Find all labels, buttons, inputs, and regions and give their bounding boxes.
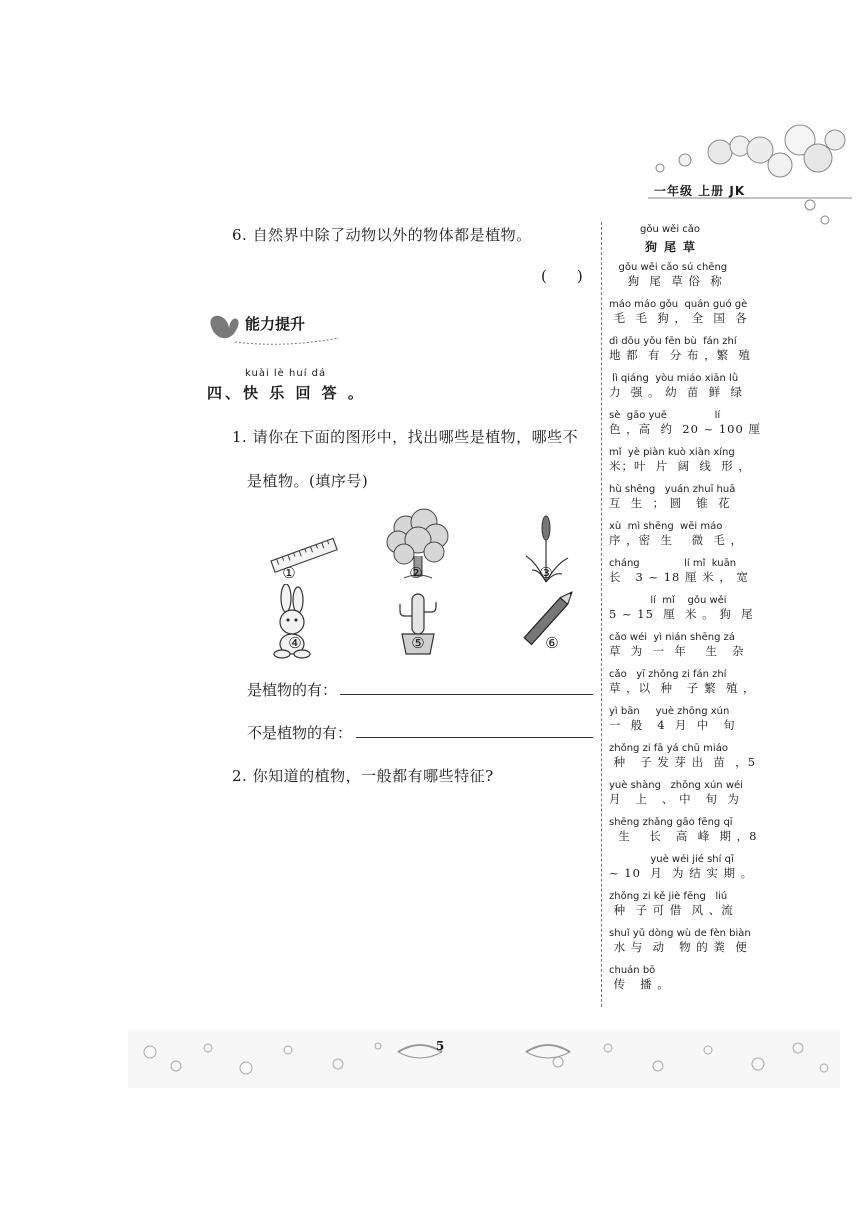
nonplants-answer-label: 不是植物的有： (247, 724, 353, 742)
side-title-pinyin: gǒu wěi cǎo (640, 224, 701, 235)
side-text-line (609, 669, 791, 696)
section-pinyin: kuài lè huí dá (245, 368, 327, 379)
side-text-line (609, 595, 791, 622)
hanzi-row: 草 ，以 种 子 繁 殖 ， (609, 681, 756, 695)
side-text-line (609, 817, 791, 844)
hanzi-row: 月 上 、 中 旬 为 (609, 792, 740, 806)
hanzi-row: 力 强 。 幼 苗 鲜 绿 (609, 385, 744, 399)
side-text-line (609, 558, 791, 585)
hanzi-row: 种 子 发 芽 出 苗 ，5 (609, 755, 757, 769)
hanzi-row: 米；叶 片 阔 线 形 ， (609, 459, 751, 473)
pinyin-row: shuǐ yǔ dòng wù de fèn biàn (609, 928, 751, 939)
grade-label: 一年级 上册 JK (654, 184, 746, 198)
nonplants-answer-line[interactable] (356, 737, 593, 738)
pinyin-row: cǎo wéi yì nián shēng zá (609, 632, 735, 643)
side-text-line (609, 632, 791, 659)
side-text-line (609, 336, 791, 363)
hanzi-row: 水 与 动 物 的 粪 便 (609, 940, 748, 954)
side-text-line (609, 965, 791, 992)
side-text-line (609, 484, 791, 511)
hanzi-row: 地 都 有 分 布 ，繁 殖 (609, 348, 751, 362)
question-6: 6. 自然界中除了动物以外的物体都是植物。 (232, 226, 532, 244)
plants-answer-label: 是植物的有： (247, 681, 338, 699)
hanzi-row: 长 3 ~ 18 厘 米 ， 宽 (609, 570, 749, 584)
pinyin-row: máo máo gǒu quán guó gè (609, 299, 748, 310)
side-text-line (609, 373, 791, 400)
figure-label: ⑤ (411, 634, 425, 652)
pinyin-row: hù shēng yuán zhuī huā (609, 484, 736, 495)
pinyin-row: lì qiáng yòu miáo xiān lǜ (609, 373, 739, 384)
pinyin-row: yuè wéi jié shí qī (609, 854, 734, 865)
flower-decoration-icon (640, 120, 860, 230)
footer-flower-border-icon (128, 1030, 840, 1088)
pinyin-row: zhǒng zi kě jiè fēng liú (609, 891, 728, 902)
hanzi-row: 序 ，密 生 微 毛 ， (609, 533, 744, 547)
section-banner-title: 能力提升 (245, 315, 306, 333)
figure-label: ③ (539, 564, 553, 582)
pinyin-row: chuán bō (609, 965, 656, 976)
pinyin-row: gǒu wěi cǎo sú chēng (609, 262, 728, 273)
figure-label: ② (409, 564, 423, 582)
question-1-line-1: 1. 请你在下面的图形中，找出哪些是植物，哪些不 (232, 428, 579, 446)
hanzi-row: 种 子 可 借 风 、流 (609, 903, 734, 917)
hanzi-row: 毛 毛 狗 ， 全 国 各 (609, 311, 748, 325)
hanzi-row: 5 ~ 15 厘 米 。 狗 尾 (609, 607, 754, 621)
pinyin-row: shēng zhǎng gāo fēng qī (609, 817, 733, 828)
figure-label: ① (282, 564, 296, 582)
pinyin-row: cháng lí mǐ kuān (609, 558, 737, 569)
hanzi-row: 草 为 一 年 生 杂 (609, 644, 745, 658)
hanzi-row: 色 ，高 约 20 ~ 100 厘 (609, 422, 761, 436)
plants-answer-line[interactable] (340, 694, 593, 695)
section-title: 四、快 乐 回 答 。 (207, 384, 366, 402)
answer-parentheses[interactable]: ( ) (541, 267, 583, 285)
ruler-icon (265, 515, 345, 595)
pinyin-row: dì dōu yǒu fēn bù fán zhí (609, 336, 737, 347)
hanzi-row: 一 般 4 月 中 旬 (609, 718, 736, 732)
pinyin-row: zhǒng zi fā yá chū miáo (609, 743, 728, 754)
hanzi-row: 互 生 ； 圆 锥 花 (609, 496, 731, 510)
side-text-line (609, 521, 791, 548)
pinyin-row: yuè shàng zhōng xún wéi (609, 780, 743, 791)
figure-label: ④ (288, 634, 302, 652)
side-text-line (609, 780, 791, 807)
hanzi-row: 生 长 高 峰 期 ，8 (609, 829, 758, 843)
side-text-line (609, 262, 791, 289)
pinyin-row: lí mǐ gǒu wěi (609, 595, 727, 606)
side-text-line (609, 447, 791, 474)
side-text-line (609, 928, 791, 955)
side-text-line (609, 854, 791, 881)
side-title: 狗尾草 (645, 240, 703, 254)
side-text-line (609, 743, 791, 770)
pinyin-row: cǎo yī zhǒng zi fán zhí (609, 669, 727, 680)
side-text-line (609, 891, 791, 918)
rabbit-icon (252, 584, 332, 664)
side-text-line (609, 706, 791, 733)
page-number: 5 (435, 1039, 445, 1053)
figure-label: ⑥ (545, 634, 559, 652)
pinyin-row: yì bān yuè zhōng xún (609, 706, 730, 717)
column-divider (601, 222, 602, 1007)
pinyin-row: xù mì shēng wēi máo (609, 521, 723, 532)
hanzi-row: 狗 尾 草 俗 称 (609, 274, 723, 288)
question-2: 2. 你知道的植物，一般都有哪些特征? (232, 767, 494, 785)
pinyin-row: mǐ yè piàn kuò xiàn xíng (609, 447, 735, 458)
question-1-line-2: 是植物。(填序号) (247, 472, 369, 490)
hanzi-row: ~ 10 月 为 结 实 期 。 (609, 866, 754, 880)
side-text-line (609, 410, 791, 437)
side-text-line (609, 299, 791, 326)
hanzi-row: 传 播 。 (609, 977, 670, 991)
pinyin-row: sè gāo yuē lí (609, 410, 721, 421)
